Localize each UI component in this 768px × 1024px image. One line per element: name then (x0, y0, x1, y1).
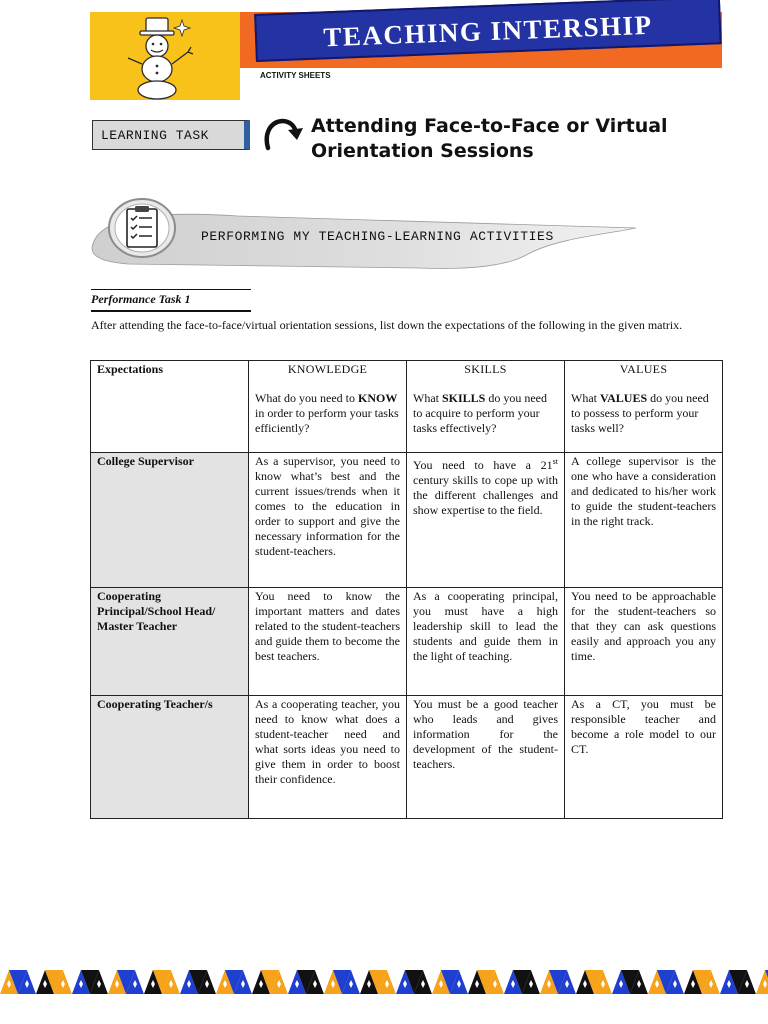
column-header-knowledge (249, 361, 407, 453)
row-label: Cooperating Teacher/s (91, 696, 249, 819)
header-subtitle: ACTIVITY SHEETS (260, 71, 331, 80)
column-prompt: What SKILLS do you need to acquire to perform your tasks effectively? (413, 391, 548, 435)
skills-cell: You must be a good teacher who leads and gives information for the development of the student-teachers. (407, 696, 565, 819)
divider (91, 289, 251, 290)
row-label: College Supervisor (91, 453, 249, 588)
page-title: TEACHING INTERSHIP (322, 9, 654, 52)
row-label: Cooperating Principal/School Head/ Master Teacher (91, 588, 249, 696)
table-row (91, 453, 723, 588)
clipboard-checklist-icon (108, 197, 178, 259)
table-row (91, 696, 723, 819)
activity-label: PERFORMING MY TEACHING-LEARNING ACTIVITIES (201, 229, 554, 244)
knowledge-cell: As a supervisor, you need to know what’s best and the current issues/trends when it comes to the education in order to support and give the necessary information for the student-teachers. (249, 453, 407, 588)
values-cell: You need to be approachable for the student-teachers so that they can ask questions easily and approach you any time. (565, 588, 723, 696)
tribal-zigzag-border (0, 968, 768, 996)
column-prompt: What do you need to KNOW in order to perform your tasks efficiently? (255, 391, 399, 435)
knowledge-cell: As a cooperating teacher, you need to know what does a student-teacher need and what sorts ideas you need to give them in order to boost their confidence. (249, 696, 407, 819)
corner-cell (91, 361, 249, 453)
skills-cell: As a cooperating principal, you must have a high leadership skill to lead the students and guide them in the light of teaching. (407, 588, 565, 696)
divider (91, 310, 251, 312)
column-header-values (565, 361, 723, 453)
knowledge-cell: You need to know the important matters and dates related to the student-teachers and guide them to become the best teachers. (249, 588, 407, 696)
learning-task-title: Attending Face-to-Face or Virtual Orientation Sessions (311, 115, 668, 162)
learning-task-text: LEARNING TASK (101, 127, 209, 143)
values-cell: A college supervisor is the one who have a consideration and dedicated to his/her work to guide the student-teachers in the right track. (565, 453, 723, 588)
snowman-icon (118, 14, 200, 100)
skills-cell: You need to have a 21st century skills to cope up with the different challenges and show expertise to the field. (407, 453, 565, 588)
table-header-row (91, 361, 723, 453)
table-row (91, 588, 723, 696)
column-heading: KNOWLEDGE (287, 362, 368, 376)
instructions: After attending the face-to-face/virtual orientation sessions, list down the expectations of the following in the given matrix. (91, 318, 683, 332)
expectations-matrix (90, 360, 723, 819)
learning-task-label (92, 120, 250, 150)
values-cell: As a CT, you must be responsible teacher and become a role model to our CT. (565, 696, 723, 819)
column-heading: VALUES (619, 362, 668, 376)
curved-arrow-icon (262, 116, 304, 154)
column-heading: SKILLS (464, 362, 507, 376)
column-prompt: What VALUES do you need to possess to perform your tasks well? (571, 391, 709, 435)
corner-label: Expectations (97, 362, 163, 376)
performance-task-title: Performance Task 1 (91, 292, 191, 306)
column-header-skills (407, 361, 565, 453)
